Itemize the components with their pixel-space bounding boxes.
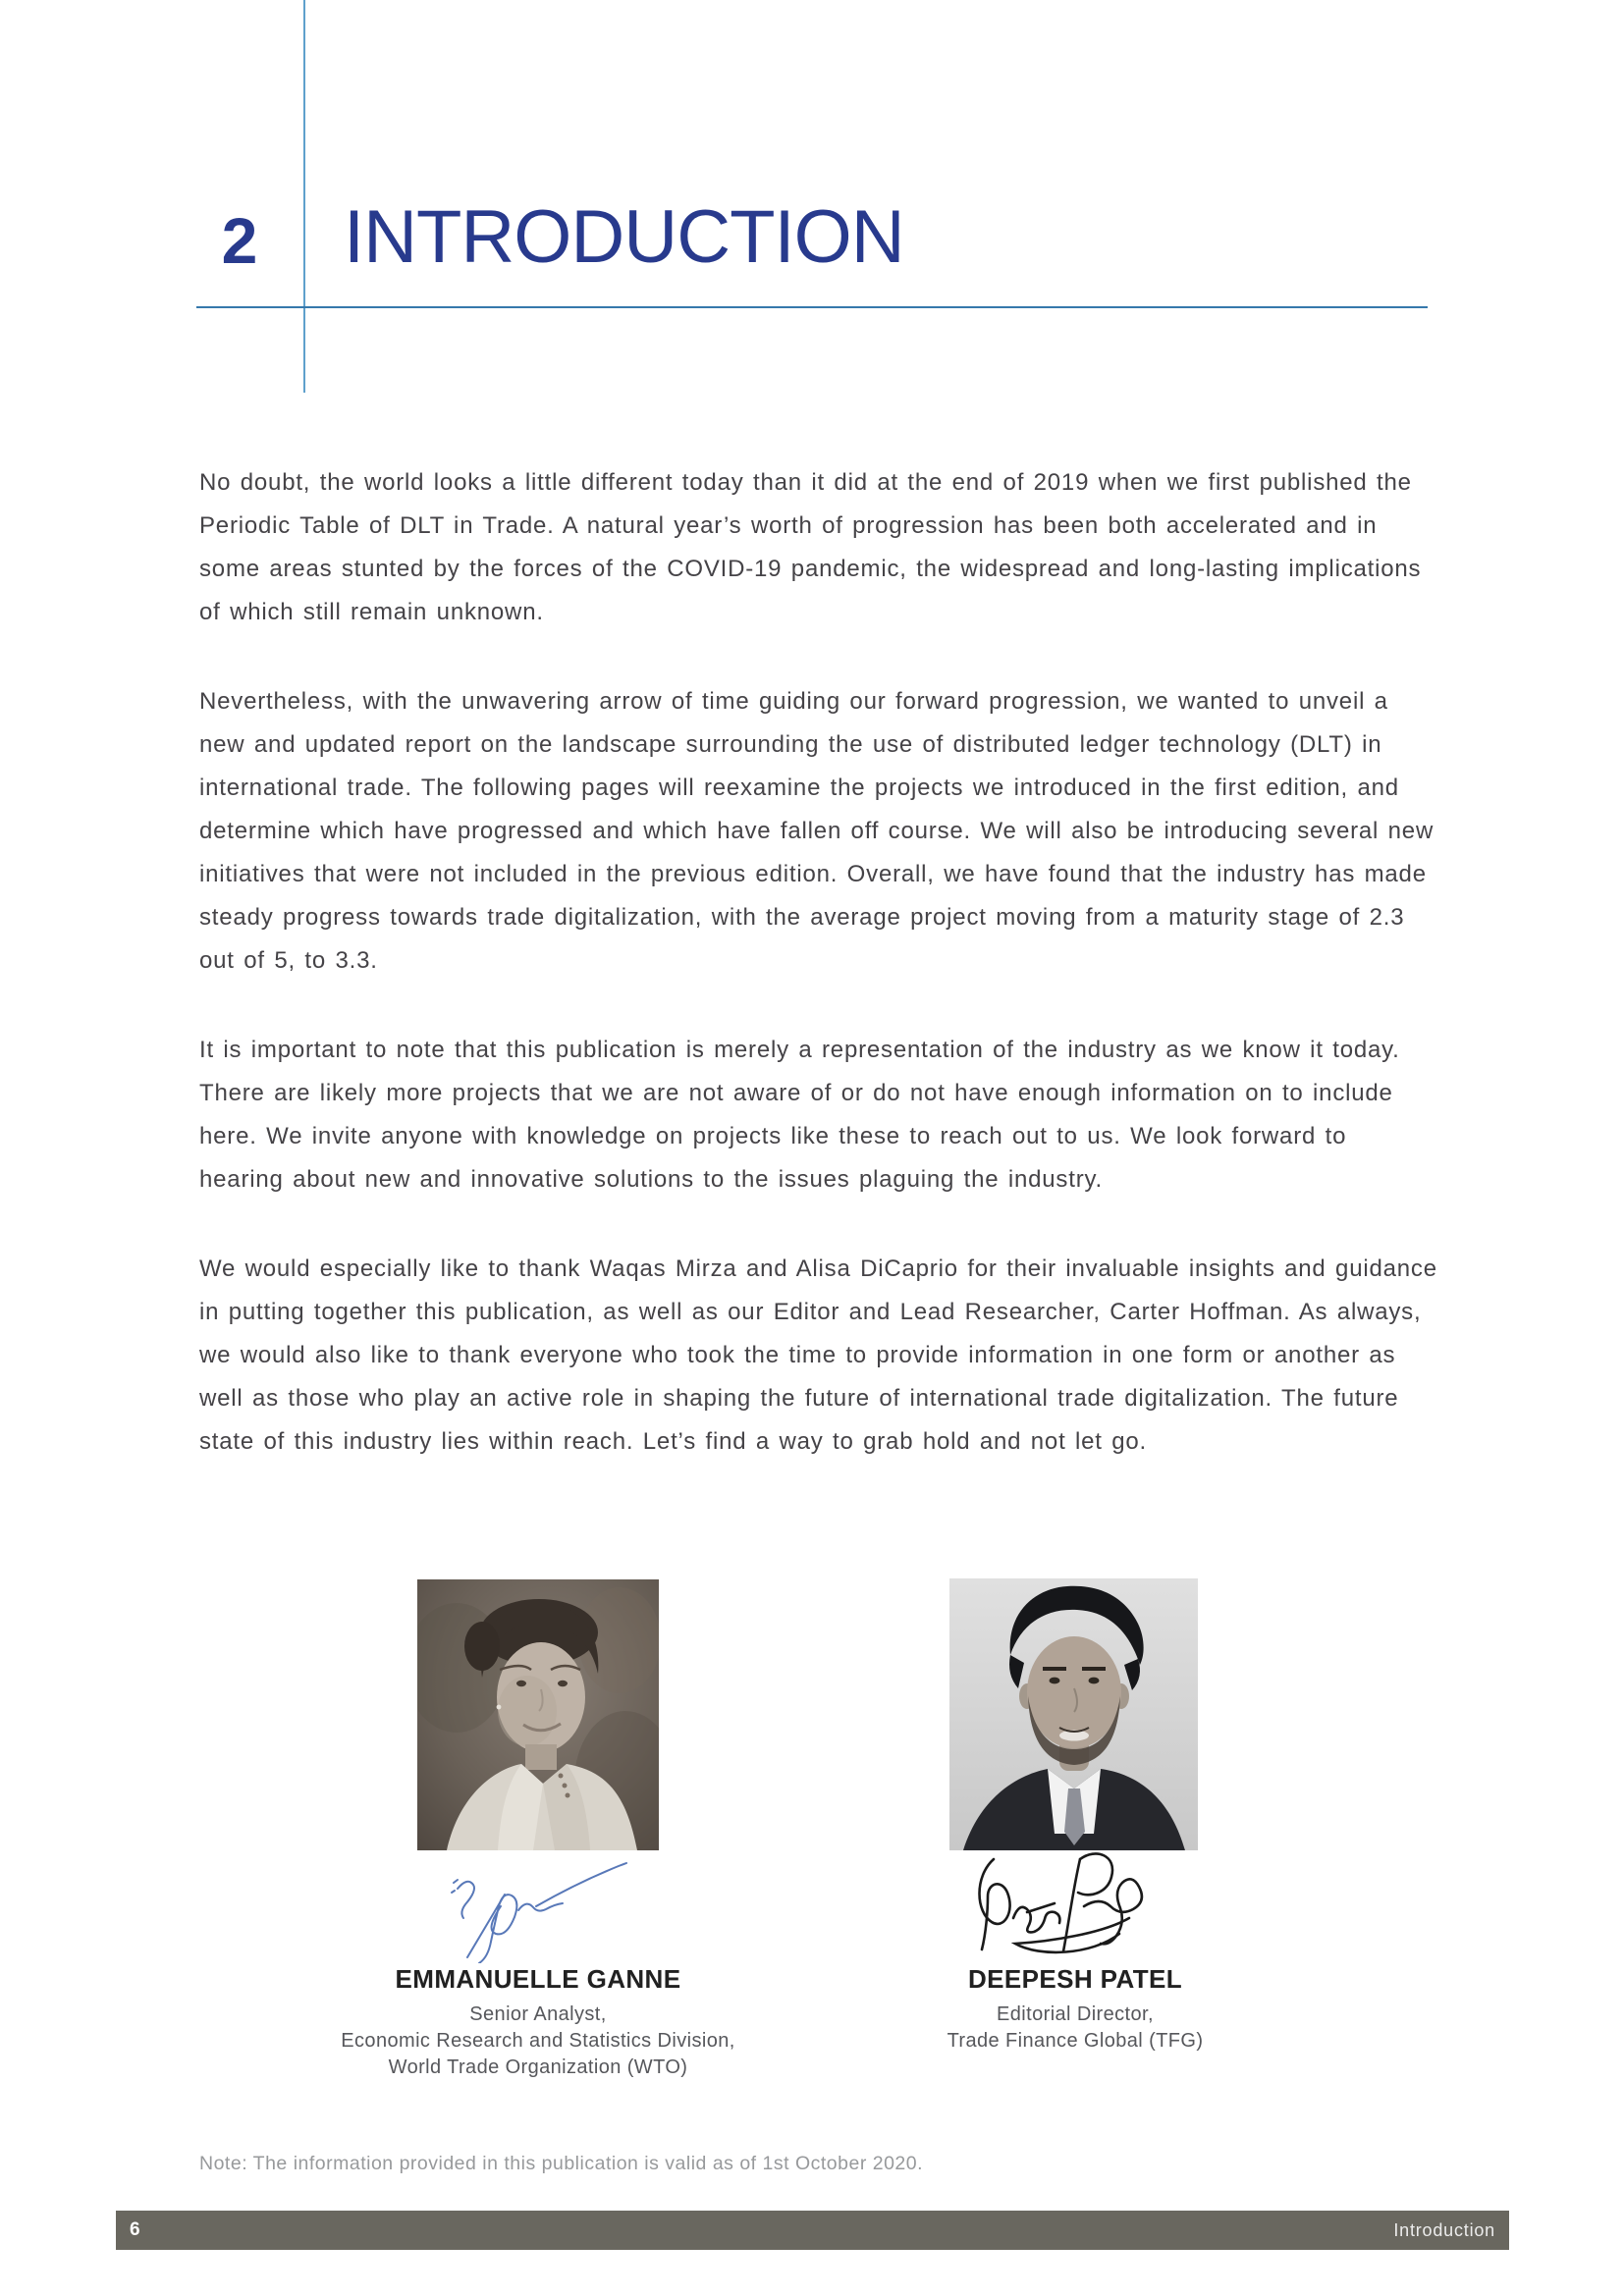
body-copy (199, 461, 1438, 1510)
section-number: 2 (221, 204, 258, 277)
paragraph-2: Nevertheless, with the unwavering arrow of time guiding our forward progression, we wanted to unveil a new and updated report on the landscape surrounding the use of distributed ledger technology (DLT) in international trade. The following pages will reexamine the projects we introduced in the first edition, and determine which have progressed and which have fallen off course. We will also be introducing several new initiatives that were not included in the previous edition. Overall, we have found that the industry has made steady progress towards trade digitalization, with the average project moving from a maturity stage of 2.3 out of 5, to 3.3. (199, 688, 1435, 974)
person-title-line: Editorial Director, (997, 2003, 1154, 2025)
footer-bar (116, 2211, 1509, 2250)
person-title-line: World Trade Organization (WTO) (388, 2056, 688, 2078)
paragraph-1: No doubt, the world looks a little different today than it did at the end of 2019 when we first published the Periodic Table of DLT in Trade. A natural year’s worth of progression has been both accelerated and in some areas stunted by the forces of the COVID-19 pandemic, the widespread and long-lasting implications of which still remain unknown. (199, 469, 1422, 625)
page-number: 6 (130, 2219, 140, 2240)
portrait-photo-deepesh-patel (949, 1578, 1198, 1850)
paragraph-3: It is important to note that this publication is merely a representation of the industry as we know it today. There are likely more projects that we are not aware of or do not have enough information on to include here. We invite anyone with knowledge on projects like these to reach out to us. We look forward to hearing about new and innovative solutions to the issues plaguing the industry. (199, 1037, 1400, 1193)
person-title-line: Economic Research and Statistics Division, (341, 2030, 735, 2052)
header-horizontal-rule (196, 306, 1428, 308)
person-block-deepesh-patel (849, 1964, 1301, 2055)
header-vertical-divider (303, 0, 305, 393)
validity-note: Note: The information provided in this publication is valid as of 1st October 2020. (199, 2153, 924, 2174)
person-title-line: Senior Analyst, (469, 2003, 607, 2025)
person-title-line: Trade Finance Global (TFG) (947, 2030, 1204, 2052)
footer-section-label: Introduction (1393, 2219, 1495, 2240)
page-title: INTRODUCTION (344, 195, 904, 279)
person-name: EMMANUELLE GANNE (395, 1964, 681, 1994)
portrait-photo-emmanuelle-ganne (417, 1579, 659, 1850)
signature-emmanuelle-ganne (440, 1853, 636, 1968)
portrait-deepesh-art (949, 1578, 1198, 1850)
signature-deepesh-patel (970, 1847, 1171, 1978)
paragraph-4: We would especially like to thank Waqas Mirza and Alisa DiCaprio for their invaluable insights and guidance in putting together this publication, as well as our Editor and Lead Researcher, Carter Hoffman. As always, we would also like to thank everyone who took the time to provide information in one form or another as well as those who play an active role in shaping the future of international trade digitalization. The future state of this industry lies within reach. Let’s find a way to grab hold and not let go. (199, 1255, 1437, 1455)
person-name: DEEPESH PATEL (967, 1964, 1183, 1994)
person-block-emmanuelle-ganne (312, 1964, 764, 2081)
portrait-emmanuelle-art (417, 1579, 659, 1850)
